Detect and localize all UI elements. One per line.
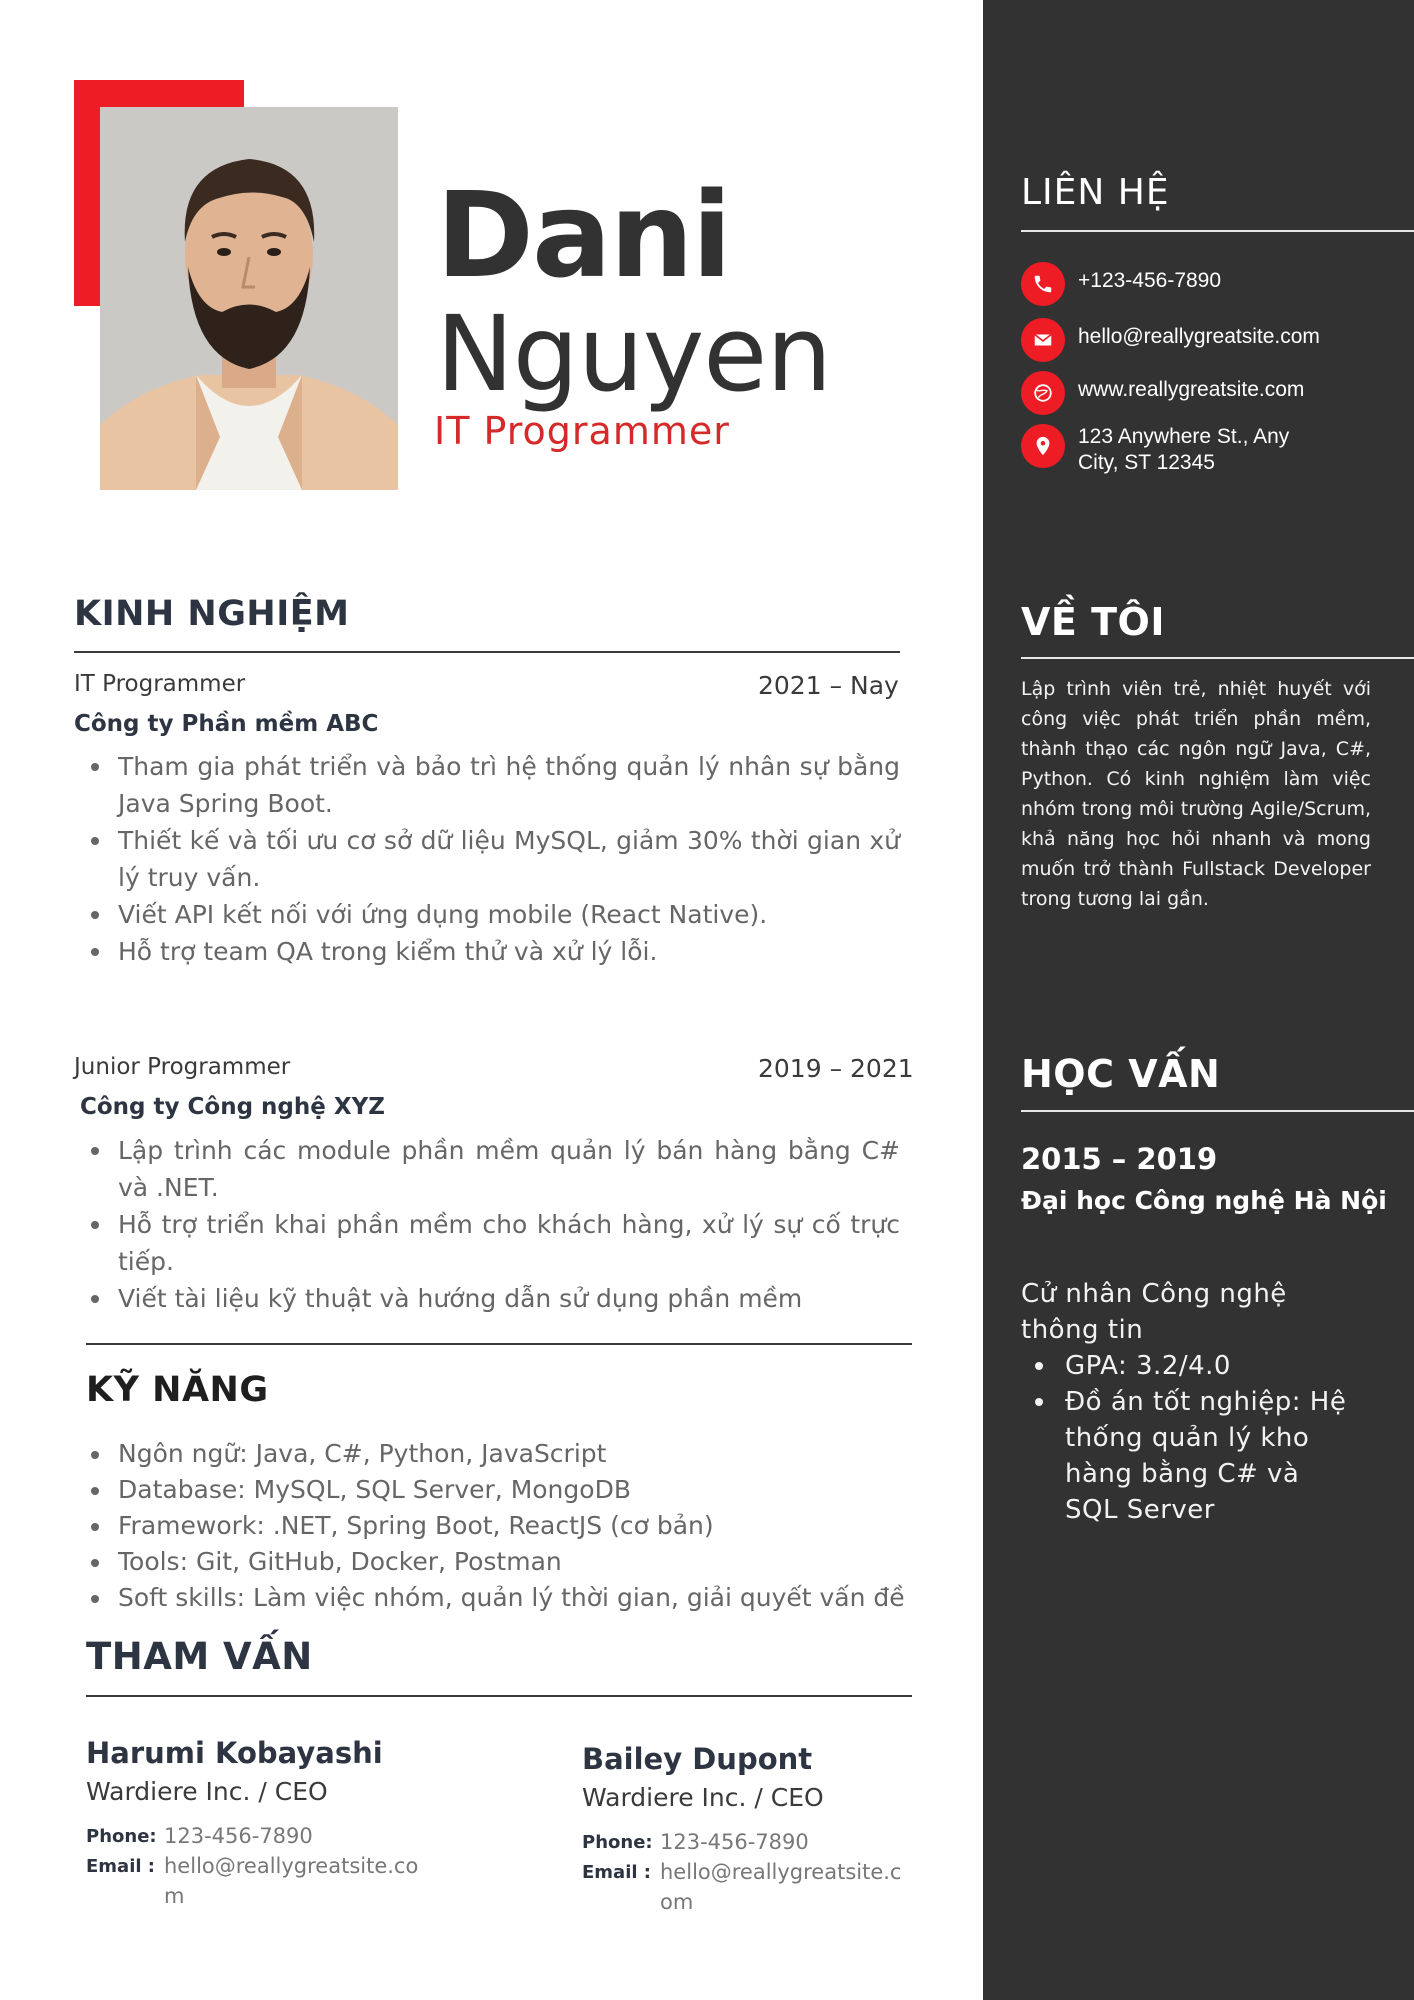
reference-role: Wardiere Inc. / CEO (582, 1783, 824, 1812)
reference-phone[interactable]: 123-456-7890 (164, 1824, 313, 1848)
job-bullet: Lập trình các module phần mềm quản lý bán hàng bằng C# và .NET. (74, 1132, 900, 1206)
job-title: IT Programmer (434, 409, 730, 453)
contact-address-row (1021, 424, 1381, 476)
reference-email-label: Email : (86, 1856, 156, 1877)
phone-icon (1021, 262, 1065, 306)
contact-website[interactable]: www.reallygreatsite.com (1078, 378, 1305, 401)
references-divider (86, 1695, 912, 1697)
job-bullet: Hỗ trợ triển khai phần mềm cho khách hàng, xử lý sự cố trực tiếp. (74, 1206, 900, 1280)
job-date: 2019 – 2021 (758, 1054, 914, 1083)
job-role: IT Programmer (74, 671, 246, 697)
job-bullet: Tham gia phát triển và bảo trì hệ thống quản lý nhân sự bằng Java Spring Boot. (74, 748, 900, 822)
education-detail-item: GPA: 3.2/4.0 (1021, 1348, 1361, 1384)
job-bullet: Thiết kế và tối ưu cơ sở dữ liệu MySQL, giảm 30% thời gian xử lý truy vấn. (74, 822, 900, 896)
first-name: Dani (436, 166, 731, 304)
job-role: Junior Programmer (74, 1054, 291, 1080)
education-degree: Cử nhân Công nghệ thông tin (1021, 1279, 1287, 1345)
job-bullets (74, 1132, 900, 1317)
education-years: 2015 – 2019 (1021, 1142, 1218, 1176)
reference-email[interactable]: hello@reallygreatsite.com (164, 1854, 419, 1908)
education-detail-item: Đồ án tốt nghiệp: Hệ thống quản lý kho hàng bằng C# và SQL Server (1021, 1384, 1361, 1528)
job-bullet: Viết API kết nối với ứng dụng mobile (React Native). (74, 896, 900, 933)
contact-email[interactable]: hello@reallygreatsite.com (1078, 325, 1320, 348)
profile-photo (100, 107, 398, 490)
education-divider (1021, 1110, 1414, 1112)
reference-phone-label: Phone: (86, 1826, 157, 1847)
about-divider (1021, 657, 1414, 659)
contact-phone[interactable]: +123-456-7890 (1078, 269, 1222, 292)
skill-item: Tools: Git, GitHub, Docker, Postman (74, 1544, 954, 1580)
location-pin-icon (1021, 424, 1065, 468)
experience-divider (74, 651, 900, 653)
contact-email-row (1021, 318, 1381, 362)
mail-icon (1021, 318, 1065, 362)
sidebar (983, 0, 1414, 2000)
reference-phone-label: Phone: (582, 1832, 653, 1853)
contact-phone-row (1021, 262, 1381, 306)
contact-website-row (1021, 371, 1381, 415)
reference-phone[interactable]: 123-456-7890 (660, 1830, 809, 1854)
about-text: Lập trình viên trẻ, nhiệt huyết với công việc phát triển phần mềm, thành thạo các ngôn ngữ Java, C#, Python. Có kinh nghiệm làm việc nhóm trong môi trường Agile/Scrum, khả năng học hỏi nhanh và mong muốn trở thành Fullstack Developer trong tương lai gần. (1021, 678, 1371, 910)
skill-item: Database: MySQL, SQL Server, MongoDB (74, 1472, 954, 1508)
skill-item: Soft skills: Làm việc nhóm, quản lý thời gian, giải quyết vấn đề (74, 1580, 954, 1616)
job-company: Công ty Phần mềm ABC (74, 711, 379, 737)
experience-heading: KINH NGHIỆM (74, 594, 350, 634)
about-heading: VỀ TÔI (1021, 600, 1165, 644)
last-name: Nguyen (436, 293, 832, 415)
education-school: Đại học Công nghệ Hà Nội (1021, 1186, 1387, 1215)
skills-list (74, 1436, 954, 1616)
contact-address: 123 Anywhere St., Any City, ST 12345 (1078, 425, 1290, 474)
reference-email-label: Email : (582, 1862, 652, 1883)
reference-role: Wardiere Inc. / CEO (86, 1777, 328, 1806)
references-heading: THAM VẤN (86, 1635, 313, 1678)
education-details (1021, 1348, 1361, 1528)
contact-divider (1021, 230, 1414, 232)
job-bullets (74, 748, 900, 970)
job-bullet: Hỗ trợ team QA trong kiểm thử và xử lý lỗi. (74, 933, 900, 970)
skill-item: Framework: .NET, Spring Boot, ReactJS (cơ bản) (74, 1508, 954, 1544)
job-company: Công ty Công nghệ XYZ (80, 1094, 385, 1120)
contact-heading: LIÊN HỆ (1021, 172, 1170, 213)
skills-top-divider (86, 1343, 912, 1345)
skills-heading: KỸ NĂNG (86, 1370, 269, 1410)
reference-name: Harumi Kobayashi (86, 1736, 383, 1770)
job-bullet: Viết tài liệu kỹ thuật và hướng dẫn sử dụng phần mềm (74, 1280, 900, 1317)
skill-item: Ngôn ngữ: Java, C#, Python, JavaScript (74, 1436, 954, 1472)
job-date: 2021 – Nay (758, 671, 899, 700)
education-heading: HỌC VẤN (1021, 1052, 1221, 1096)
globe-icon (1021, 371, 1065, 415)
reference-name: Bailey Dupont (582, 1742, 813, 1776)
reference-email[interactable]: hello@reallygreatsite.com (660, 1860, 902, 1914)
